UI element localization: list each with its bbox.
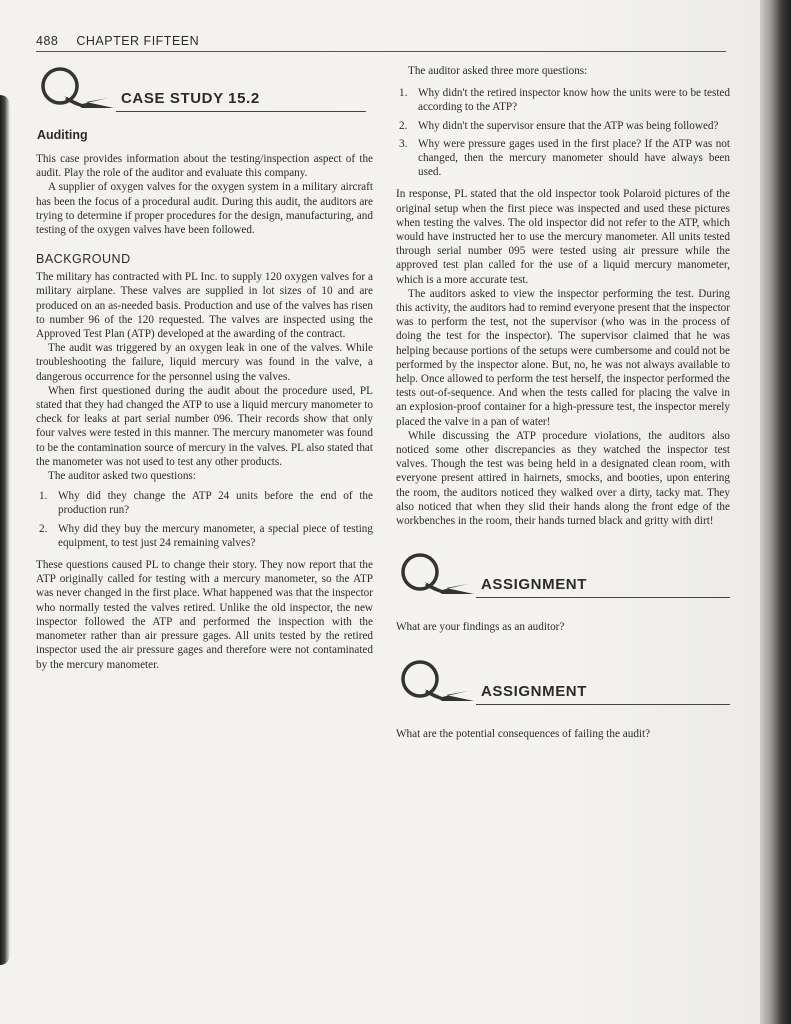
case-study-heading <box>36 64 373 122</box>
response-paragraph: In response, PL stated that the old inspector took Polaroid pictures of the original setup when the first piece was inspected and used these pictures when testing the valves. The old inspector did not refer to the ATP, which would have instructed her to use the mercury manometer. All units tested through serial number 095 were tested using air pressure while the approved test plan called for the use of a liquid mercury manometer, which is a more accurate test. <box>396 188 730 286</box>
background-heading: BACKGROUND <box>36 252 131 267</box>
page-edge-shadow <box>0 95 10 965</box>
right-column <box>396 64 730 741</box>
question-item: 2. Why did they buy the mercury manometer, a special piece of testing equipment, to test just 24 remaining valves? <box>39 522 373 549</box>
header-rule <box>36 51 726 52</box>
background-paragraph: The audit was triggered by an oxygen leak in one of the valves. While troubleshooting the failure, liquid mercury was found in the valve, a dangerous occurrence for the personnel using the valves. <box>36 342 373 383</box>
response-paragraph: The auditors asked to view the inspector performing the test. During this activity, the auditors had to remind everyone present that the inspector was to perform the test, not the supervisor (who was in the process of doing the test for the inspector). The supervisor claimed that he was helping because portions of the setups were cumbersome and could not be performed by the inspector alone. But, no, he was not always available to help. Once allowed to perform the test herself, the inspector performed the tests out-of-sequence. And when the tests called for placing the valve in an explosion-proof container for a high-pressure test, the inspector merely placed the valve in a pan of water! <box>396 287 730 428</box>
assignment-heading <box>396 550 730 608</box>
background-paragraph: The auditor asked two questions: <box>48 470 196 483</box>
question-list <box>36 489 373 550</box>
case-study-title: CASE STUDY 15.2 <box>121 90 260 107</box>
heading-rule <box>476 597 730 598</box>
story-paragraph: These questions caused PL to change their story. They now report that the ATP originally called for testing with a mercury manometer, so the ATP was never changed in the first place. What happened was that the inspector who normally tested the valves retired. Unlike the old inspector, the new inspector followed the ATP and performed the inspection with the manometer rather than air pressure gages. All units tested by the retired inspector used the air pressure gages and therefore were not contaminated by the mercury manometer. <box>36 559 373 671</box>
background-paragraph: When first questioned during the audit about the procedure used, PL stated that they had changed the ATP to use a liquid mercury manometer to check for leaks at part serial number 096. Their records show that only four valves were tested in this manner. The mercury manometer was found to be the contamination source of mercury in the valves. PL also stated that the manometer was not used to test any other products. <box>36 384 373 468</box>
heading-rule <box>476 704 730 705</box>
response-paragraph: While discussing the ATP procedure violations, the auditors also noticed some other discrepancies as they watched the inspector test valves. Though the test was being held in a designated clean room, with everyone present attired in hairnets, smocks, and booties, upon entering the room, the auditors noticed they walked over a dirty, tacky mat. They also noticed that when they slid their hands along the front edge of the workbenches in the room, their hands turned black and gritty with dirt! <box>396 429 730 528</box>
assignment-question: What are the potential consequences of failing the audit? <box>396 727 651 740</box>
assignment-heading <box>396 657 730 715</box>
question-list <box>396 86 730 179</box>
assignment-title: ASSIGNMENT <box>481 576 588 594</box>
q-arrow-icon <box>396 657 476 711</box>
chapter-title: CHAPTER FIFTEEN <box>76 34 200 48</box>
intro-paragraph: A supplier of oxygen valves for the oxygen system in a military aircraft has been the focus of a procedural audit. During this audit, the auditors are trying to determine if proper procedures for the design, manufacturing, and testing of the oxygen valves have been followed. <box>36 181 373 237</box>
running-header <box>36 34 726 48</box>
q-arrow-icon <box>396 550 476 604</box>
page-number: 488 <box>36 34 59 48</box>
right-intro: The auditor asked three more questions: <box>408 65 588 77</box>
question-item: 1. Why didn't the retired inspector know how the units were to be tested according to the ATP? <box>399 87 730 114</box>
case-study-subtitle: Auditing <box>37 128 88 142</box>
q-arrow-icon <box>36 64 116 118</box>
assignment-title: ASSIGNMENT <box>481 682 588 700</box>
left-column <box>36 64 373 672</box>
background-paragraph: The military has contracted with PL Inc. to supply 120 oxygen valves for a military airplane. These valves are supplied in lot sizes of 10 and are produced on an as-needed basis. Production and use of the valves has risen to number 96 of the 120 requested. The valves are inspected using the Approved Test Plan (ATP) developed at the awarding of the contract. <box>36 271 373 341</box>
question-item: 3. Why were pressure gages used in the first place? If the ATP was not changed, then the mercury manometer should have always been used. <box>399 137 730 179</box>
intro-paragraph: This case provides information about the testing/inspection aspect of the audit. Play the role of the auditor and evaluate this company. <box>36 153 373 180</box>
assignment-question: What are your findings as an auditor? <box>396 621 565 634</box>
question-item: 1. Why did they change the ATP 24 units before the end of the production run? <box>39 490 373 517</box>
book-spine-shadow <box>760 0 791 1024</box>
heading-rule <box>116 111 366 112</box>
question-item: 2. Why didn't the supervisor ensure that the ATP was being followed? <box>399 119 719 132</box>
